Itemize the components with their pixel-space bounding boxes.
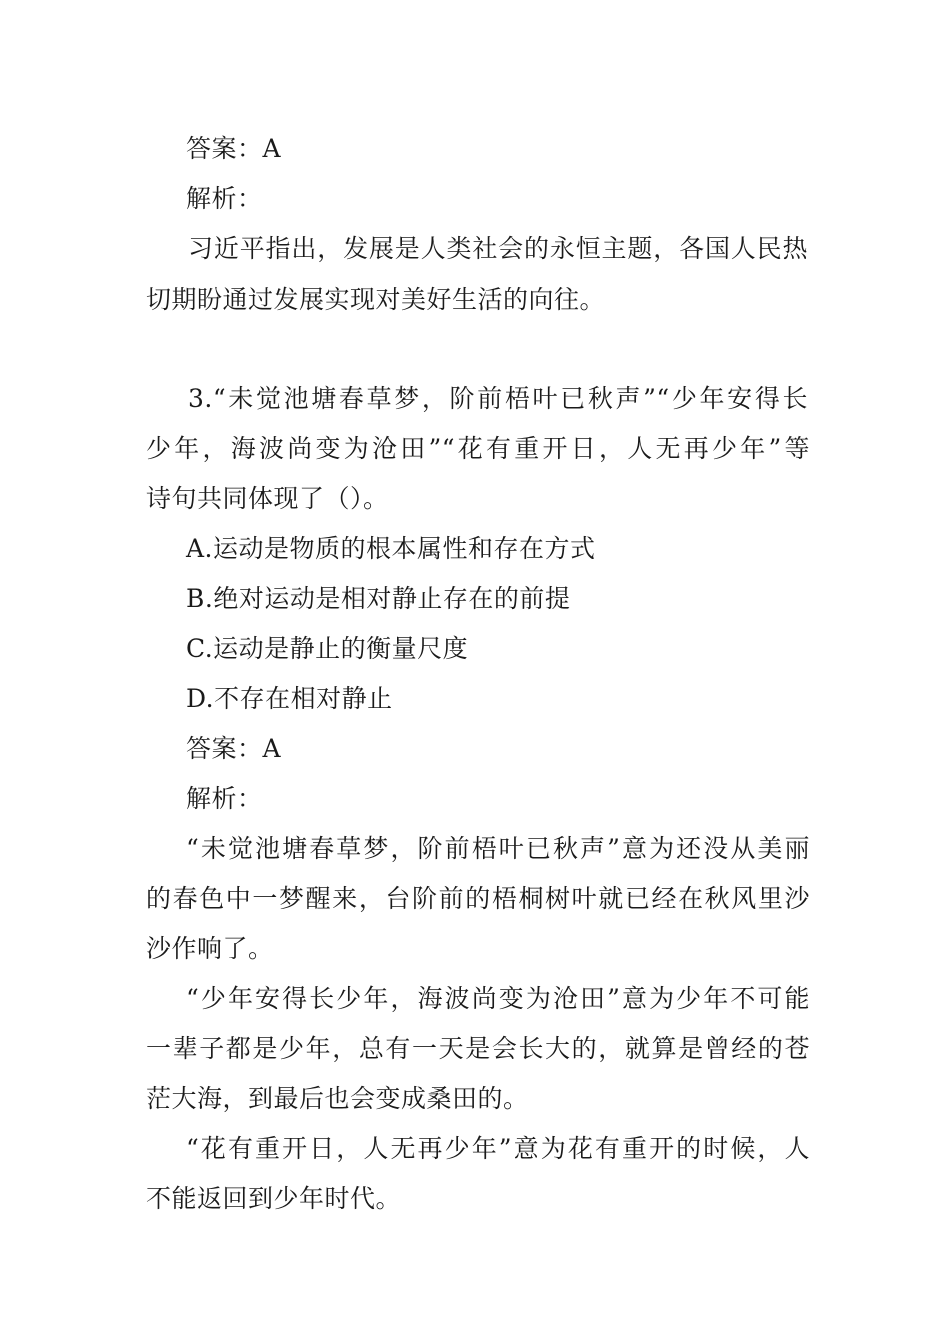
q3-option-c: C.运动是静止的衡量尺度 xyxy=(186,634,469,663)
q3-option-a: A.运动是物质的根本属性和存在方式 xyxy=(186,534,596,563)
q3-question-line-3: 诗句共同体现了（）。 xyxy=(146,484,389,513)
q3-analysis-p2-line-3: 茫大海，到最后也会变成桑田的。 xyxy=(146,1084,529,1113)
q3-question-line-1: 3.“未觉池塘春草梦，阶前梧叶已秋声”“少年安得长 xyxy=(188,384,808,413)
q3-analysis-p2-line-1: “少年安得长少年，海波尚变为沧田”意为少年不可能 xyxy=(186,984,810,1013)
q3-analysis-p1-line-3: 沙作响了。 xyxy=(146,934,274,963)
q3-analysis-p3-line-2: 不能返回到少年时代。 xyxy=(146,1184,402,1213)
q3-analysis-p3-line-1: “花有重开日，人无再少年”意为花有重开的时候，人 xyxy=(186,1134,810,1163)
q3-question-line-2: 少年，海波尚变为沧田”“花有重开日，人无再少年”等 xyxy=(146,434,810,463)
q2-analysis-line-1: 习近平指出，发展是人类社会的永恒主题，各国人民热 xyxy=(188,234,808,263)
q2-answer: 答案：A xyxy=(186,134,282,163)
q3-analysis-label: 解析： xyxy=(186,784,263,813)
q3-analysis-p2-line-2: 一辈子都是少年，总有一天是会长大的，就算是曾经的苍 xyxy=(146,1034,810,1063)
q2-analysis-line-2: 切期盼通过发展实现对美好生活的向往。 xyxy=(146,285,606,314)
q3-answer: 答案：A xyxy=(186,734,282,763)
q3-analysis-p1-line-1: “未觉池塘春草梦，阶前梧叶已秋声”意为还没从美丽 xyxy=(186,834,810,863)
q3-analysis-p1-line-2: 的春色中一梦醒来，台阶前的梧桐树叶就已经在秋风里沙 xyxy=(146,884,810,913)
q3-option-d: D.不存在相对静止 xyxy=(186,684,393,713)
q3-option-b: B.绝对运动是相对静止存在的前提 xyxy=(186,584,571,613)
q2-analysis-label: 解析： xyxy=(186,184,263,213)
